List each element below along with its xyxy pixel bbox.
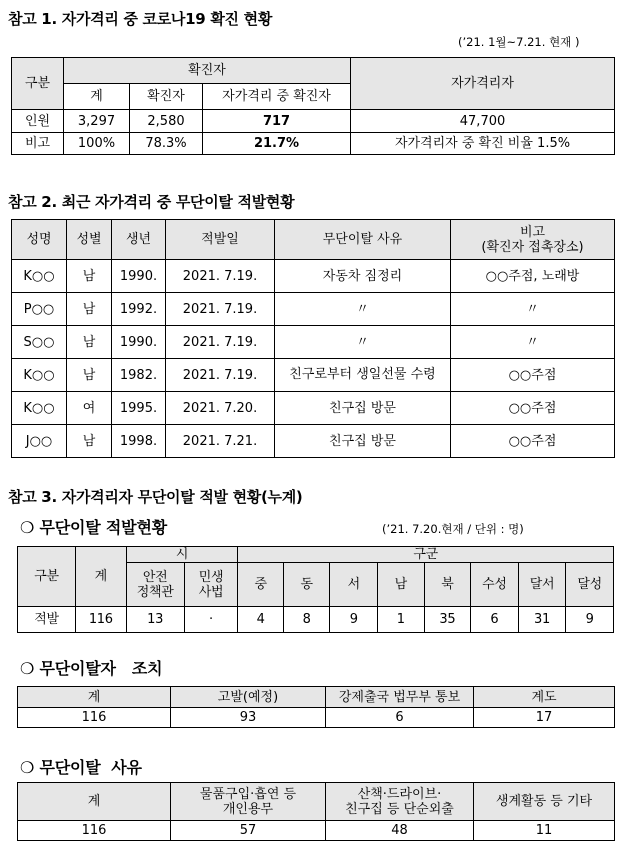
sub3-title-row <box>20 755 142 778</box>
s2-cell: 친구로부터 생일선물 수령 <box>275 359 451 392</box>
s2-cell: K○○ <box>12 392 67 425</box>
sub1-note: (’21. 7.20.현재 / 단위 : 명) <box>382 522 524 536</box>
s1-cell: 47,700 <box>351 110 615 133</box>
s2-cell: ○○주점 <box>451 392 615 425</box>
s2-cell: J○○ <box>12 425 67 458</box>
bullet-circle-icon: ❍ <box>20 518 35 537</box>
s2-cell: 자동차 짐정리 <box>275 260 451 293</box>
section3-title: 참고 3. 자가격리자 무단이탈 적발 현황(누계) <box>8 488 303 506</box>
s2-cell: 1992. <box>112 293 166 326</box>
sub2-header: 계도 <box>474 687 615 708</box>
sub1-title: 무단이탈 적발현황 <box>39 518 167 537</box>
s2-cell: 〃 <box>275 293 451 326</box>
s2-header: 성명 <box>12 220 67 260</box>
sub1-header-district: 북 <box>424 563 471 607</box>
bullet-circle-icon: ❍ <box>20 659 35 678</box>
s1-cell: 3,297 <box>64 110 130 133</box>
s2-row <box>12 293 615 326</box>
sub3-title: 무단이탈 사유 <box>39 758 142 777</box>
sub1-header-si: 시 <box>126 547 238 563</box>
sub1-header-district: 남 <box>378 563 425 607</box>
sub1-district-value: 1 <box>378 607 425 633</box>
s2-cell: 남 <box>67 260 112 293</box>
s1-cell: 717 <box>203 110 351 133</box>
s2-cell: 1995. <box>112 392 166 425</box>
s2-row <box>12 359 615 392</box>
sub1-table <box>17 546 614 633</box>
s2-header: 비고 (확진자 접촉장소) <box>451 220 615 260</box>
s2-cell: 2021. 7.19. <box>166 293 275 326</box>
sub1-header-district: 달서 <box>518 563 566 607</box>
s2-cell: 1998. <box>112 425 166 458</box>
s2-cell: 〃 <box>451 293 615 326</box>
s2-cell: K○○ <box>12 359 67 392</box>
s2-header: 무단이탈 사유 <box>275 220 451 260</box>
s1-row-label: 인원 <box>12 110 64 133</box>
s2-cell: ○○주점 <box>451 359 615 392</box>
sub2-cell: 116 <box>18 708 171 728</box>
sub1-row-total: 116 <box>75 607 126 633</box>
sub1-row-label: 적발 <box>18 607 76 633</box>
sub2-title: 무단이탈자 조치 <box>39 659 163 678</box>
sub1-district-value: 6 <box>471 607 519 633</box>
s1-header-confirmed-sub: 확진자 <box>130 84 203 110</box>
s1-header-confirmed-in-isolation: 자가격리 중 확진자 <box>203 84 351 110</box>
section2-table <box>11 219 615 458</box>
s1-cell: 자가격리자 중 확진 비율 1.5% <box>351 133 615 155</box>
sub3-header: 물품구입·흡연 등 개인용무 <box>171 783 326 821</box>
sub1-district-value: 9 <box>330 607 378 633</box>
section1-title: 참고 1. 자가격리 중 코로나19 확진 현황 <box>8 10 273 28</box>
s2-cell: 2021. 7.19. <box>166 359 275 392</box>
s2-cell: P○○ <box>12 293 67 326</box>
sub3-cell: 48 <box>326 821 474 841</box>
s1-header-isolated: 자가격리자 <box>351 58 615 110</box>
sub1-header-district: 수성 <box>471 563 519 607</box>
sub2-header: 고발(예정) <box>171 687 326 708</box>
sub2-header: 강제출국 법무부 통보 <box>326 687 474 708</box>
sub2-cell: 6 <box>326 708 474 728</box>
s2-cell: S○○ <box>12 326 67 359</box>
s1-cell: 2,580 <box>130 110 203 133</box>
s2-cell: 친구집 방문 <box>275 392 451 425</box>
sub2-table <box>17 686 615 728</box>
sub1-header-district: 중 <box>238 563 284 607</box>
sub3-header: 생계활동 등 기타 <box>474 783 615 821</box>
s2-cell: 친구집 방문 <box>275 425 451 458</box>
s2-row <box>12 326 615 359</box>
sub1-header-district: 동 <box>283 563 330 607</box>
s2-row <box>12 392 615 425</box>
sub2-cell: 93 <box>171 708 326 728</box>
s2-cell: 여 <box>67 392 112 425</box>
section1-table <box>11 57 615 155</box>
sub3-cell: 11 <box>474 821 615 841</box>
sub1-row-safety: 13 <box>126 607 184 633</box>
sub3-table <box>17 782 615 841</box>
bullet-circle-icon: ❍ <box>20 758 35 777</box>
s1-header-total: 계 <box>64 84 130 110</box>
s2-row <box>12 425 615 458</box>
sub1-district-value: 31 <box>518 607 566 633</box>
s2-header: 적발일 <box>166 220 275 260</box>
sub1-header-civil: 민생 사법 <box>184 563 238 607</box>
sub1-district-value: 9 <box>566 607 614 633</box>
s1-header-gubun: 구분 <box>12 58 64 110</box>
sub2-title-row <box>20 656 162 679</box>
section1-date-note: (’21. 1월~7.21. 현재 ) <box>458 35 580 49</box>
s1-cell: 100% <box>64 133 130 155</box>
sub1-header-total: 계 <box>75 547 126 607</box>
s1-cell: 78.3% <box>130 133 203 155</box>
s2-cell: 2021. 7.21. <box>166 425 275 458</box>
sub1-header-district: 달성 <box>566 563 614 607</box>
sub1-district-value: 35 <box>424 607 471 633</box>
s2-cell: 남 <box>67 359 112 392</box>
s2-cell: 남 <box>67 326 112 359</box>
sub1-header-gubun: 구분 <box>18 547 76 607</box>
sub2-header: 계 <box>18 687 171 708</box>
s2-cell: ○○주점, 노래방 <box>451 260 615 293</box>
s2-header: 성별 <box>67 220 112 260</box>
s2-cell: 2021. 7.19. <box>166 260 275 293</box>
s1-row-label: 비고 <box>12 133 64 155</box>
sub1-row-civil: · <box>184 607 238 633</box>
sub1-district-value: 8 <box>283 607 330 633</box>
s2-cell: 2021. 7.20. <box>166 392 275 425</box>
s2-cell: 1990. <box>112 260 166 293</box>
s2-row <box>12 260 615 293</box>
section2-title: 참고 2. 최근 자가격리 중 무단이탈 적발현황 <box>8 193 295 211</box>
sub1-header-safety: 안전 정책관 <box>126 563 184 607</box>
s2-cell: 1990. <box>112 326 166 359</box>
s2-cell: 〃 <box>451 326 615 359</box>
s1-cell: 21.7% <box>203 133 351 155</box>
s2-cell: ○○주점 <box>451 425 615 458</box>
s2-cell: 2021. 7.19. <box>166 326 275 359</box>
s2-cell: 남 <box>67 293 112 326</box>
sub1-district-value: 4 <box>238 607 284 633</box>
sub3-header: 계 <box>18 783 171 821</box>
sub1-header-gugun: 구군 <box>238 547 614 563</box>
sub1-title-row <box>20 515 167 538</box>
sub2-cell: 17 <box>474 708 615 728</box>
sub3-header: 산책·드라이브· 친구집 등 단순외출 <box>326 783 474 821</box>
sub3-cell: 57 <box>171 821 326 841</box>
s2-cell: 1982. <box>112 359 166 392</box>
s2-cell: K○○ <box>12 260 67 293</box>
s2-cell: 〃 <box>275 326 451 359</box>
s2-cell: 남 <box>67 425 112 458</box>
sub1-header-district: 서 <box>330 563 378 607</box>
sub3-cell: 116 <box>18 821 171 841</box>
s1-header-confirmed: 확진자 <box>64 58 351 84</box>
s2-header: 생년 <box>112 220 166 260</box>
